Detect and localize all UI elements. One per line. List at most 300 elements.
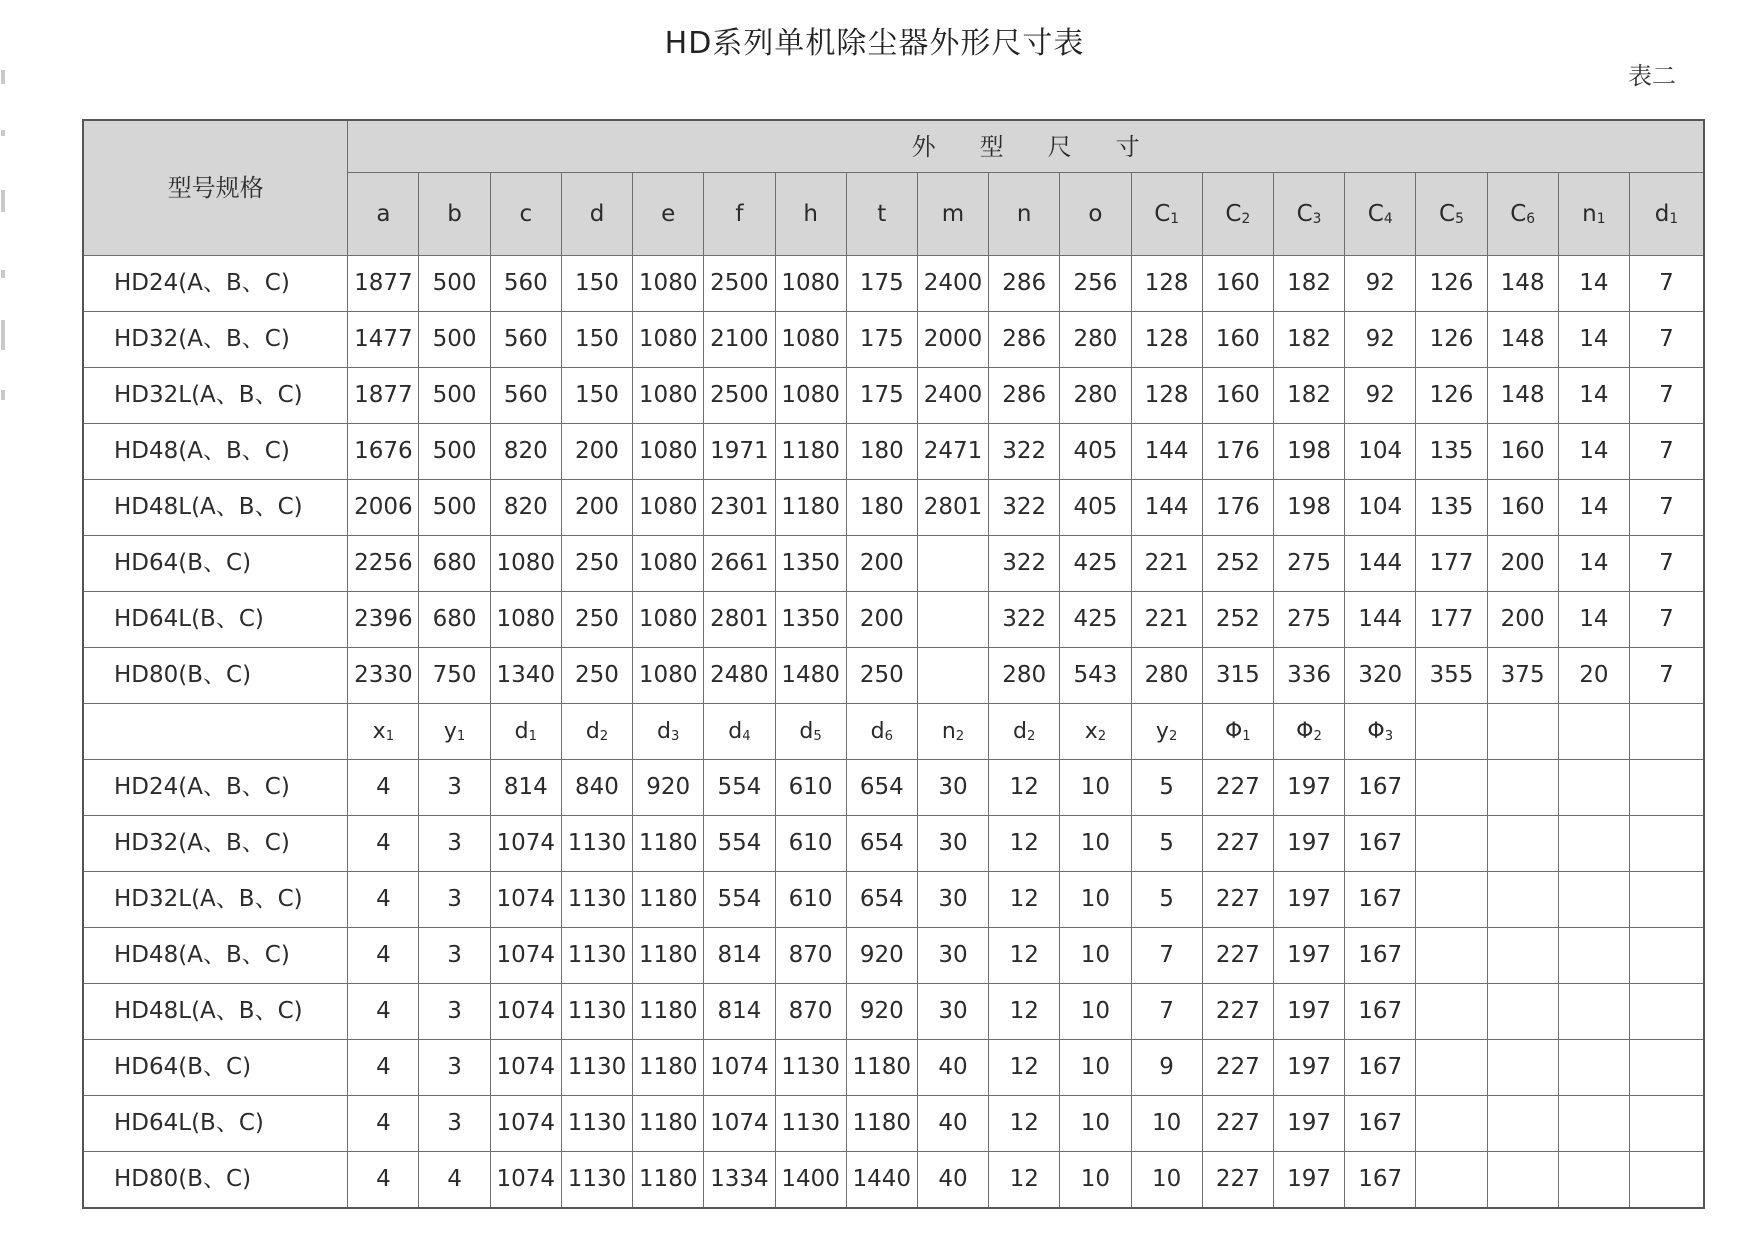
value-cell: 1130: [561, 816, 632, 872]
value-cell: [1416, 1040, 1487, 1096]
column-header: e: [633, 173, 704, 256]
value-cell: 227: [1202, 1040, 1273, 1096]
value-cell: [1487, 816, 1558, 872]
value-cell: 820: [490, 424, 561, 480]
table-row: [83, 1152, 1704, 1209]
value-cell: 227: [1202, 872, 1273, 928]
model-cell: HD24(A、B、C): [83, 256, 348, 312]
value-cell: 3: [419, 872, 490, 928]
column-header: $C_6$: [1487, 173, 1558, 256]
value-cell: 1130: [561, 872, 632, 928]
value-cell: 654: [846, 872, 917, 928]
table-row: [83, 480, 1704, 536]
value-cell: 610: [775, 760, 846, 816]
table-row: [83, 872, 1704, 928]
model-cell: HD80(B、C): [83, 648, 348, 704]
value-cell: [1487, 984, 1558, 1040]
value-cell: 1180: [633, 872, 704, 928]
value-cell: 135: [1416, 480, 1487, 536]
value-cell: 3: [419, 1096, 490, 1152]
value-cell: 7: [1629, 424, 1704, 480]
value-cell: 177: [1416, 536, 1487, 592]
sub-column-header: [1416, 704, 1487, 760]
value-cell: 336: [1273, 648, 1344, 704]
column-header: h: [775, 173, 846, 256]
value-cell: 10: [1060, 928, 1131, 984]
model-cell: HD64(B、C): [83, 1040, 348, 1096]
value-cell: 280: [1060, 368, 1131, 424]
value-cell: 275: [1273, 592, 1344, 648]
sub-column-header: $d_3$: [633, 704, 704, 760]
value-cell: 1074: [490, 928, 561, 984]
value-cell: 1400: [775, 1152, 846, 1209]
value-cell: [1558, 928, 1629, 984]
value-cell: 167: [1345, 1152, 1416, 1209]
value-cell: 252: [1202, 592, 1273, 648]
model-cell: HD32L(A、B、C): [83, 872, 348, 928]
value-cell: 7: [1131, 984, 1202, 1040]
value-cell: 30: [917, 760, 988, 816]
sub-column-header: [1558, 704, 1629, 760]
table-row: [83, 368, 1704, 424]
value-cell: 3: [419, 816, 490, 872]
value-cell: 286: [989, 256, 1060, 312]
value-cell: 10: [1060, 816, 1131, 872]
sub-column-header: $\Phi_1$: [1202, 704, 1273, 760]
table-row: [83, 816, 1704, 872]
value-cell: 12: [989, 984, 1060, 1040]
value-cell: 7: [1629, 648, 1704, 704]
value-cell: [1416, 928, 1487, 984]
value-cell: 197: [1273, 816, 1344, 872]
value-cell: 500: [419, 480, 490, 536]
sub-column-header: $d_5$: [775, 704, 846, 760]
value-cell: 150: [561, 256, 632, 312]
value-cell: 250: [561, 592, 632, 648]
model-cell: HD24(A、B、C): [83, 760, 348, 816]
value-cell: [1629, 760, 1704, 816]
value-cell: 4: [348, 816, 419, 872]
value-cell: 30: [917, 816, 988, 872]
value-cell: 12: [989, 1040, 1060, 1096]
value-cell: 4: [348, 1152, 419, 1209]
value-cell: 128: [1131, 256, 1202, 312]
column-header: $C_3$: [1273, 173, 1344, 256]
value-cell: 1080: [490, 592, 561, 648]
value-cell: 160: [1487, 480, 1558, 536]
value-cell: 560: [490, 312, 561, 368]
value-cell: [1416, 872, 1487, 928]
page-edge-marks: [0, 70, 8, 410]
value-cell: [1629, 816, 1704, 872]
sub-column-header: $d_2$: [561, 704, 632, 760]
value-cell: 252: [1202, 536, 1273, 592]
value-cell: 2500: [704, 256, 775, 312]
value-cell: 1477: [348, 312, 419, 368]
table-row: [83, 984, 1704, 1040]
value-cell: 1877: [348, 368, 419, 424]
value-cell: 144: [1131, 424, 1202, 480]
value-cell: [1629, 1040, 1704, 1096]
value-cell: 150: [561, 368, 632, 424]
value-cell: 4: [348, 984, 419, 1040]
value-cell: 30: [917, 928, 988, 984]
document-title: HD系列单机除尘器外形尺寸表: [664, 26, 1085, 61]
value-cell: 197: [1273, 1152, 1344, 1209]
value-cell: 1180: [846, 1096, 917, 1152]
column-header: $C_5$: [1416, 173, 1487, 256]
value-cell: 160: [1202, 368, 1273, 424]
sub-column-header: [1487, 704, 1558, 760]
value-cell: 167: [1345, 872, 1416, 928]
value-cell: [1629, 872, 1704, 928]
value-cell: 10: [1131, 1096, 1202, 1152]
column-header: f: [704, 173, 775, 256]
value-cell: 2000: [917, 312, 988, 368]
value-cell: 126: [1416, 368, 1487, 424]
model-cell: HD64L(B、C): [83, 1096, 348, 1152]
value-cell: 1971: [704, 424, 775, 480]
column-header: $C_2$: [1202, 173, 1273, 256]
model-cell: HD48(A、B、C): [83, 424, 348, 480]
sub-column-header: $d_4$: [704, 704, 775, 760]
value-cell: 92: [1345, 368, 1416, 424]
value-cell: 2500: [704, 368, 775, 424]
value-cell: 12: [989, 1152, 1060, 1209]
value-cell: 256: [1060, 256, 1131, 312]
sub-column-header: $x_1$: [348, 704, 419, 760]
value-cell: 500: [419, 424, 490, 480]
model-cell: HD32L(A、B、C): [83, 368, 348, 424]
value-cell: 30: [917, 984, 988, 1040]
value-cell: 198: [1273, 480, 1344, 536]
value-cell: 1130: [775, 1040, 846, 1096]
value-cell: 197: [1273, 928, 1344, 984]
value-cell: 315: [1202, 648, 1273, 704]
value-cell: 500: [419, 312, 490, 368]
value-cell: 1350: [775, 592, 846, 648]
value-cell: 92: [1345, 256, 1416, 312]
value-cell: 227: [1202, 760, 1273, 816]
value-cell: 144: [1131, 480, 1202, 536]
value-cell: 227: [1202, 928, 1273, 984]
value-cell: 405: [1060, 424, 1131, 480]
value-cell: 375: [1487, 648, 1558, 704]
table-number: 表二: [1628, 62, 1676, 90]
table-row: [83, 1096, 1704, 1152]
value-cell: 1074: [490, 984, 561, 1040]
value-cell: 182: [1273, 312, 1344, 368]
value-cell: [1416, 1152, 1487, 1209]
value-cell: 167: [1345, 816, 1416, 872]
value-cell: 814: [704, 928, 775, 984]
value-cell: 2801: [704, 592, 775, 648]
value-cell: 144: [1345, 536, 1416, 592]
value-cell: [1416, 984, 1487, 1040]
column-header: m: [917, 173, 988, 256]
value-cell: 750: [419, 648, 490, 704]
value-cell: [1416, 760, 1487, 816]
value-cell: 176: [1202, 480, 1273, 536]
value-cell: 1080: [633, 536, 704, 592]
value-cell: 148: [1487, 312, 1558, 368]
sub-column-header: [1629, 704, 1704, 760]
value-cell: 104: [1345, 424, 1416, 480]
table-row: [83, 424, 1704, 480]
value-cell: 2801: [917, 480, 988, 536]
value-cell: 1074: [490, 1040, 561, 1096]
value-cell: 1180: [633, 816, 704, 872]
value-cell: [1629, 984, 1704, 1040]
value-cell: [1487, 760, 1558, 816]
value-cell: 1180: [633, 1040, 704, 1096]
value-cell: 167: [1345, 1040, 1416, 1096]
value-cell: 1180: [846, 1040, 917, 1096]
value-cell: 7: [1629, 312, 1704, 368]
sub-header-blank: [83, 704, 348, 760]
sub-column-header: $x_2$: [1060, 704, 1131, 760]
table-row: [83, 256, 1704, 312]
value-cell: 1440: [846, 1152, 917, 1209]
value-cell: [1558, 872, 1629, 928]
value-cell: 560: [490, 256, 561, 312]
sub-column-header: $\Phi_2$: [1273, 704, 1344, 760]
value-cell: 2400: [917, 368, 988, 424]
value-cell: [1487, 1152, 1558, 1209]
value-cell: 3: [419, 984, 490, 1040]
value-cell: 286: [989, 368, 1060, 424]
model-cell: HD48(A、B、C): [83, 928, 348, 984]
value-cell: 322: [989, 480, 1060, 536]
table-row: [83, 1040, 1704, 1096]
sub-column-header: $n_2$: [917, 704, 988, 760]
value-cell: [1629, 928, 1704, 984]
value-cell: 167: [1345, 760, 1416, 816]
value-cell: 227: [1202, 816, 1273, 872]
value-cell: 2661: [704, 536, 775, 592]
value-cell: 14: [1558, 424, 1629, 480]
value-cell: 200: [561, 480, 632, 536]
value-cell: 14: [1558, 536, 1629, 592]
model-cell: HD32(A、B、C): [83, 312, 348, 368]
value-cell: 1180: [633, 1096, 704, 1152]
column-header: n: [989, 173, 1060, 256]
value-cell: 160: [1487, 424, 1558, 480]
value-cell: 128: [1131, 312, 1202, 368]
value-cell: 1130: [561, 1096, 632, 1152]
value-cell: 1074: [704, 1040, 775, 1096]
value-cell: 5: [1131, 872, 1202, 928]
model-spec-header: 型号规格: [83, 120, 348, 256]
value-cell: 160: [1202, 256, 1273, 312]
table-row: [83, 592, 1704, 648]
value-cell: 10: [1060, 760, 1131, 816]
value-cell: 1340: [490, 648, 561, 704]
value-cell: 7: [1131, 928, 1202, 984]
value-cell: 14: [1558, 368, 1629, 424]
value-cell: 2480: [704, 648, 775, 704]
value-cell: 40: [917, 1040, 988, 1096]
value-cell: 10: [1060, 1152, 1131, 1209]
value-cell: 1080: [633, 256, 704, 312]
value-cell: 870: [775, 928, 846, 984]
value-cell: 7: [1629, 536, 1704, 592]
model-cell: HD80(B、C): [83, 1152, 348, 1209]
value-cell: 4: [419, 1152, 490, 1209]
value-cell: 177: [1416, 592, 1487, 648]
table-row: [83, 760, 1704, 816]
value-cell: 9: [1131, 1040, 1202, 1096]
value-cell: 5: [1131, 760, 1202, 816]
value-cell: 7: [1629, 368, 1704, 424]
value-cell: 144: [1345, 592, 1416, 648]
value-cell: 1130: [561, 1152, 632, 1209]
value-cell: [1558, 1152, 1629, 1209]
value-cell: 4: [348, 928, 419, 984]
value-cell: 10: [1060, 984, 1131, 1040]
value-cell: 920: [633, 760, 704, 816]
value-cell: 5: [1131, 816, 1202, 872]
value-cell: 554: [704, 872, 775, 928]
table-row: [83, 536, 1704, 592]
value-cell: 2301: [704, 480, 775, 536]
value-cell: 167: [1345, 928, 1416, 984]
value-cell: 7: [1629, 256, 1704, 312]
value-cell: 175: [846, 312, 917, 368]
value-cell: [1558, 816, 1629, 872]
value-cell: 167: [1345, 1096, 1416, 1152]
value-cell: 128: [1131, 368, 1202, 424]
model-cell: HD32(A、B、C): [83, 816, 348, 872]
value-cell: 148: [1487, 368, 1558, 424]
value-cell: 1676: [348, 424, 419, 480]
value-cell: 1074: [490, 1152, 561, 1209]
value-cell: 2396: [348, 592, 419, 648]
sub-column-header: $y_2$: [1131, 704, 1202, 760]
value-cell: 150: [561, 312, 632, 368]
sub-column-header: $d_1$: [490, 704, 561, 760]
value-cell: [1416, 1096, 1487, 1152]
value-cell: [917, 592, 988, 648]
value-cell: [1487, 872, 1558, 928]
column-header: t: [846, 173, 917, 256]
value-cell: 104: [1345, 480, 1416, 536]
value-cell: 286: [989, 312, 1060, 368]
value-cell: [917, 536, 988, 592]
value-cell: 1080: [633, 480, 704, 536]
value-cell: 320: [1345, 648, 1416, 704]
value-cell: 10: [1060, 872, 1131, 928]
value-cell: 4: [348, 760, 419, 816]
value-cell: 10: [1131, 1152, 1202, 1209]
value-cell: 197: [1273, 1096, 1344, 1152]
value-cell: 12: [989, 760, 1060, 816]
value-cell: 680: [419, 536, 490, 592]
value-cell: 1180: [633, 928, 704, 984]
value-cell: 920: [846, 984, 917, 1040]
value-cell: 12: [989, 928, 1060, 984]
column-header: d: [561, 173, 632, 256]
value-cell: 3: [419, 928, 490, 984]
value-cell: 3: [419, 1040, 490, 1096]
value-cell: 2100: [704, 312, 775, 368]
value-cell: 148: [1487, 256, 1558, 312]
value-cell: 1130: [561, 1040, 632, 1096]
value-cell: 500: [419, 368, 490, 424]
value-cell: 814: [490, 760, 561, 816]
value-cell: [1629, 1152, 1704, 1209]
value-cell: 180: [846, 424, 917, 480]
value-cell: 221: [1131, 592, 1202, 648]
column-header: $C_4$: [1345, 173, 1416, 256]
value-cell: 167: [1345, 984, 1416, 1040]
value-cell: 1130: [775, 1096, 846, 1152]
value-cell: [1487, 928, 1558, 984]
model-cell: HD64(B、C): [83, 536, 348, 592]
value-cell: 250: [561, 536, 632, 592]
value-cell: 175: [846, 256, 917, 312]
value-cell: [1416, 816, 1487, 872]
value-cell: [1629, 1096, 1704, 1152]
value-cell: 30: [917, 872, 988, 928]
value-cell: 250: [846, 648, 917, 704]
value-cell: 197: [1273, 1040, 1344, 1096]
value-cell: 554: [704, 816, 775, 872]
value-cell: 14: [1558, 480, 1629, 536]
value-cell: 2471: [917, 424, 988, 480]
value-cell: 1080: [633, 312, 704, 368]
value-cell: 554: [704, 760, 775, 816]
value-cell: 2006: [348, 480, 419, 536]
value-cell: 405: [1060, 480, 1131, 536]
group-header-row: [83, 120, 1704, 173]
value-cell: 14: [1558, 256, 1629, 312]
value-cell: 227: [1202, 1096, 1273, 1152]
value-cell: 176: [1202, 424, 1273, 480]
value-cell: 7: [1629, 592, 1704, 648]
value-cell: 1080: [775, 312, 846, 368]
value-cell: 1080: [633, 592, 704, 648]
value-cell: 3: [419, 760, 490, 816]
value-cell: 4: [348, 872, 419, 928]
table-row: [83, 928, 1704, 984]
value-cell: [1487, 1040, 1558, 1096]
value-cell: 1080: [633, 424, 704, 480]
model-cell: HD48L(A、B、C): [83, 984, 348, 1040]
value-cell: 1180: [775, 424, 846, 480]
value-cell: 12: [989, 872, 1060, 928]
value-cell: 610: [775, 872, 846, 928]
value-cell: 14: [1558, 592, 1629, 648]
value-cell: 1074: [490, 1096, 561, 1152]
value-cell: [917, 648, 988, 704]
value-cell: 280: [989, 648, 1060, 704]
table-row: [83, 648, 1704, 704]
column-header: c: [490, 173, 561, 256]
value-cell: 654: [846, 816, 917, 872]
value-cell: 182: [1273, 368, 1344, 424]
value-cell: 40: [917, 1152, 988, 1209]
value-cell: 12: [989, 1096, 1060, 1152]
value-cell: [1558, 760, 1629, 816]
value-cell: 1080: [775, 256, 846, 312]
value-cell: 4: [348, 1096, 419, 1152]
column-header: b: [419, 173, 490, 256]
value-cell: 425: [1060, 592, 1131, 648]
sub-column-header: $\Phi_3$: [1345, 704, 1416, 760]
value-cell: 820: [490, 480, 561, 536]
model-cell: HD48L(A、B、C): [83, 480, 348, 536]
